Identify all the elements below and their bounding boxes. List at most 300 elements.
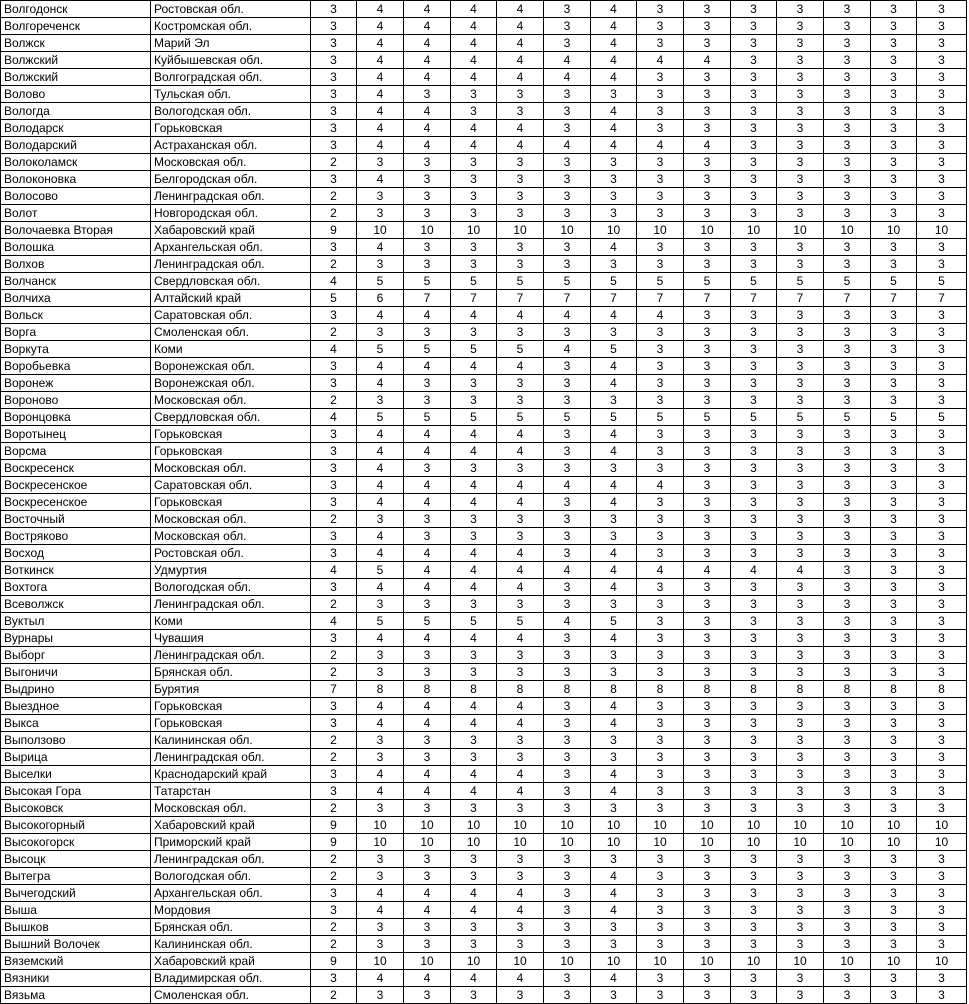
value-cell[interactable]: 3 — [311, 426, 357, 443]
value-cell[interactable]: 3 — [544, 511, 591, 528]
value-cell[interactable]: 3 — [731, 307, 777, 324]
value-cell[interactable]: 3 — [497, 851, 544, 868]
value-cell[interactable]: 3 — [544, 868, 591, 885]
value-cell[interactable]: 4 — [451, 902, 497, 919]
value-cell[interactable]: 3 — [917, 732, 967, 749]
value-cell[interactable]: 3 — [451, 171, 497, 188]
value-cell[interactable]: 4 — [591, 239, 637, 256]
value-cell[interactable]: 3 — [731, 749, 777, 766]
value-cell[interactable]: 4 — [404, 715, 451, 732]
value-cell[interactable]: 3 — [497, 647, 544, 664]
value-cell[interactable]: 3 — [637, 613, 684, 630]
value-cell[interactable]: 4 — [497, 18, 544, 35]
value-cell[interactable]: 5 — [591, 341, 637, 358]
value-cell[interactable]: 7 — [497, 290, 544, 307]
value-cell[interactable]: 3 — [544, 783, 591, 800]
value-cell[interactable]: 3 — [824, 545, 871, 562]
value-cell[interactable]: 3 — [871, 766, 917, 783]
city-cell[interactable]: Вологда — [1, 103, 151, 120]
value-cell[interactable]: 4 — [684, 562, 731, 579]
value-cell[interactable]: 3 — [777, 426, 824, 443]
value-cell[interactable]: 3 — [824, 494, 871, 511]
region-cell[interactable]: Московская обл. — [151, 528, 311, 545]
value-cell[interactable]: 3 — [917, 86, 967, 103]
value-cell[interactable]: 5 — [871, 273, 917, 290]
value-cell[interactable]: 3 — [871, 936, 917, 953]
city-cell[interactable]: Володарск — [1, 120, 151, 137]
value-cell[interactable]: 3 — [357, 596, 404, 613]
value-cell[interactable]: 3 — [824, 613, 871, 630]
region-cell[interactable]: Ростовская обл. — [151, 545, 311, 562]
value-cell[interactable]: 10 — [544, 834, 591, 851]
value-cell[interactable]: 2 — [311, 919, 357, 936]
value-cell[interactable]: 3 — [311, 494, 357, 511]
value-cell[interactable]: 3 — [637, 647, 684, 664]
value-cell[interactable]: 3 — [731, 205, 777, 222]
value-cell[interactable]: 3 — [451, 103, 497, 120]
value-cell[interactable]: 3 — [871, 970, 917, 987]
city-cell[interactable]: Вуктыл — [1, 613, 151, 630]
value-cell[interactable]: 3 — [824, 69, 871, 86]
value-cell[interactable]: 4 — [404, 477, 451, 494]
value-cell[interactable]: 3 — [684, 851, 731, 868]
value-cell[interactable]: 3 — [824, 630, 871, 647]
city-cell[interactable]: Высоковск — [1, 800, 151, 817]
value-cell[interactable]: 4 — [451, 120, 497, 137]
value-cell[interactable]: 7 — [591, 290, 637, 307]
region-cell[interactable]: Ленинградская обл. — [151, 749, 311, 766]
value-cell[interactable]: 5 — [404, 273, 451, 290]
city-cell[interactable]: Выездное — [1, 698, 151, 715]
value-cell[interactable]: 3 — [731, 239, 777, 256]
value-cell[interactable]: 5 — [357, 562, 404, 579]
region-cell[interactable]: Калининская обл. — [151, 732, 311, 749]
value-cell[interactable]: 3 — [871, 477, 917, 494]
value-cell[interactable]: 3 — [731, 392, 777, 409]
value-cell[interactable]: 3 — [777, 749, 824, 766]
city-cell[interactable]: Волжский — [1, 69, 151, 86]
value-cell[interactable]: 3 — [357, 647, 404, 664]
value-cell[interactable]: 3 — [917, 341, 967, 358]
value-cell[interactable]: 3 — [684, 528, 731, 545]
value-cell[interactable]: 5 — [404, 409, 451, 426]
value-cell[interactable]: 3 — [497, 800, 544, 817]
value-cell[interactable]: 3 — [777, 443, 824, 460]
value-cell[interactable]: 3 — [637, 698, 684, 715]
value-cell[interactable]: 3 — [871, 324, 917, 341]
value-cell[interactable]: 3 — [731, 256, 777, 273]
value-cell[interactable]: 3 — [731, 154, 777, 171]
region-cell[interactable]: Свердловская обл. — [151, 273, 311, 290]
value-cell[interactable]: 3 — [637, 205, 684, 222]
value-cell[interactable]: 3 — [404, 596, 451, 613]
value-cell[interactable]: 5 — [917, 273, 967, 290]
value-cell[interactable]: 4 — [637, 307, 684, 324]
value-cell[interactable]: 3 — [637, 1, 684, 18]
value-cell[interactable]: 4 — [637, 137, 684, 154]
value-cell[interactable]: 3 — [544, 171, 591, 188]
value-cell[interactable]: 10 — [917, 222, 967, 239]
value-cell[interactable]: 4 — [404, 103, 451, 120]
value-cell[interactable]: 3 — [824, 18, 871, 35]
value-cell[interactable]: 4 — [731, 562, 777, 579]
value-cell[interactable]: 3 — [544, 987, 591, 1004]
value-cell[interactable]: 4 — [591, 35, 637, 52]
value-cell[interactable]: 3 — [917, 902, 967, 919]
value-cell[interactable]: 3 — [544, 443, 591, 460]
value-cell[interactable]: 3 — [311, 120, 357, 137]
value-cell[interactable]: 5 — [777, 409, 824, 426]
value-cell[interactable]: 4 — [497, 52, 544, 69]
region-cell[interactable]: Московская обл. — [151, 511, 311, 528]
value-cell[interactable]: 3 — [777, 341, 824, 358]
value-cell[interactable]: 3 — [731, 630, 777, 647]
value-cell[interactable]: 3 — [824, 749, 871, 766]
value-cell[interactable]: 10 — [824, 817, 871, 834]
value-cell[interactable]: 4 — [591, 698, 637, 715]
value-cell[interactable]: 10 — [497, 222, 544, 239]
value-cell[interactable]: 4 — [311, 562, 357, 579]
value-cell[interactable]: 3 — [357, 324, 404, 341]
city-cell[interactable]: Волово — [1, 86, 151, 103]
value-cell[interactable]: 5 — [684, 409, 731, 426]
value-cell[interactable]: 3 — [684, 868, 731, 885]
value-cell[interactable]: 4 — [497, 477, 544, 494]
value-cell[interactable]: 3 — [684, 358, 731, 375]
value-cell[interactable]: 3 — [731, 120, 777, 137]
region-cell[interactable]: Удмуртия — [151, 562, 311, 579]
value-cell[interactable]: 3 — [917, 970, 967, 987]
value-cell[interactable]: 3 — [917, 698, 967, 715]
value-cell[interactable]: 3 — [637, 749, 684, 766]
value-cell[interactable]: 3 — [684, 171, 731, 188]
region-cell[interactable]: Архангельская обл. — [151, 239, 311, 256]
value-cell[interactable]: 3 — [451, 987, 497, 1004]
value-cell[interactable]: 5 — [497, 273, 544, 290]
value-cell[interactable]: 3 — [871, 392, 917, 409]
value-cell[interactable]: 10 — [684, 222, 731, 239]
city-cell[interactable]: Высокогорный — [1, 817, 151, 834]
value-cell[interactable]: 3 — [871, 137, 917, 154]
value-cell[interactable]: 10 — [824, 222, 871, 239]
value-cell[interactable]: 8 — [497, 681, 544, 698]
value-cell[interactable]: 3 — [731, 137, 777, 154]
value-cell[interactable]: 4 — [404, 902, 451, 919]
value-cell[interactable]: 10 — [451, 953, 497, 970]
value-cell[interactable]: 3 — [777, 324, 824, 341]
value-cell[interactable]: 3 — [777, 885, 824, 902]
value-cell[interactable]: 3 — [871, 545, 917, 562]
value-cell[interactable]: 3 — [684, 86, 731, 103]
value-cell[interactable]: 3 — [591, 86, 637, 103]
value-cell[interactable]: 10 — [917, 834, 967, 851]
value-cell[interactable]: 3 — [777, 511, 824, 528]
value-cell[interactable]: 2 — [311, 851, 357, 868]
city-cell[interactable]: Вороново — [1, 392, 151, 409]
value-cell[interactable]: 3 — [917, 477, 967, 494]
value-cell[interactable]: 3 — [544, 120, 591, 137]
value-cell[interactable]: 3 — [917, 528, 967, 545]
value-cell[interactable]: 3 — [497, 936, 544, 953]
city-cell[interactable]: Воробьевка — [1, 358, 151, 375]
value-cell[interactable]: 4 — [311, 409, 357, 426]
value-cell[interactable]: 3 — [637, 715, 684, 732]
value-cell[interactable]: 3 — [311, 970, 357, 987]
value-cell[interactable]: 3 — [684, 613, 731, 630]
value-cell[interactable]: 3 — [591, 647, 637, 664]
value-cell[interactable]: 3 — [824, 970, 871, 987]
value-cell[interactable]: 10 — [591, 834, 637, 851]
value-cell[interactable]: 3 — [684, 392, 731, 409]
value-cell[interactable]: 7 — [544, 290, 591, 307]
value-cell[interactable]: 4 — [451, 885, 497, 902]
value-cell[interactable]: 3 — [917, 851, 967, 868]
value-cell[interactable]: 3 — [404, 171, 451, 188]
region-cell[interactable]: Саратовская обл. — [151, 307, 311, 324]
value-cell[interactable]: 10 — [824, 953, 871, 970]
value-cell[interactable]: 3 — [637, 987, 684, 1004]
value-cell[interactable]: 3 — [404, 919, 451, 936]
value-cell[interactable]: 3 — [777, 613, 824, 630]
value-cell[interactable]: 4 — [404, 494, 451, 511]
value-cell[interactable]: 4 — [497, 562, 544, 579]
value-cell[interactable]: 4 — [451, 545, 497, 562]
value-cell[interactable]: 9 — [311, 817, 357, 834]
value-cell[interactable]: 4 — [451, 494, 497, 511]
value-cell[interactable]: 3 — [871, 630, 917, 647]
value-cell[interactable]: 2 — [311, 596, 357, 613]
value-cell[interactable]: 3 — [731, 545, 777, 562]
value-cell[interactable]: 4 — [357, 579, 404, 596]
value-cell[interactable]: 4 — [684, 52, 731, 69]
value-cell[interactable]: 3 — [777, 477, 824, 494]
value-cell[interactable]: 10 — [731, 222, 777, 239]
region-cell[interactable]: Бурятия — [151, 681, 311, 698]
value-cell[interactable]: 3 — [357, 256, 404, 273]
value-cell[interactable]: 5 — [497, 341, 544, 358]
value-cell[interactable]: 7 — [777, 290, 824, 307]
value-cell[interactable]: 3 — [544, 375, 591, 392]
region-cell[interactable]: Алтайский край — [151, 290, 311, 307]
value-cell[interactable]: 2 — [311, 936, 357, 953]
value-cell[interactable]: 4 — [544, 477, 591, 494]
value-cell[interactable]: 4 — [591, 120, 637, 137]
value-cell[interactable]: 5 — [451, 273, 497, 290]
value-cell[interactable]: 3 — [544, 256, 591, 273]
value-cell[interactable]: 2 — [311, 647, 357, 664]
region-cell[interactable]: Ленинградская обл. — [151, 256, 311, 273]
value-cell[interactable]: 3 — [871, 800, 917, 817]
city-cell[interactable]: Воскресенское — [1, 494, 151, 511]
value-cell[interactable]: 3 — [684, 477, 731, 494]
value-cell[interactable]: 4 — [357, 528, 404, 545]
value-cell[interactable]: 3 — [871, 171, 917, 188]
city-cell[interactable]: Володарский — [1, 137, 151, 154]
city-cell[interactable]: Волчиха — [1, 290, 151, 307]
value-cell[interactable]: 3 — [684, 783, 731, 800]
value-cell[interactable]: 7 — [917, 290, 967, 307]
value-cell[interactable]: 4 — [357, 460, 404, 477]
value-cell[interactable]: 3 — [451, 936, 497, 953]
value-cell[interactable]: 3 — [311, 137, 357, 154]
value-cell[interactable]: 5 — [591, 613, 637, 630]
value-cell[interactable]: 4 — [357, 86, 404, 103]
value-cell[interactable]: 4 — [497, 783, 544, 800]
value-cell[interactable]: 3 — [731, 613, 777, 630]
city-cell[interactable]: Всеволжск — [1, 596, 151, 613]
value-cell[interactable]: 3 — [824, 103, 871, 120]
city-cell[interactable]: Волоконовка — [1, 171, 151, 188]
value-cell[interactable]: 4 — [591, 715, 637, 732]
value-cell[interactable]: 3 — [917, 358, 967, 375]
region-cell[interactable]: Ленинградская обл. — [151, 188, 311, 205]
value-cell[interactable]: 3 — [451, 919, 497, 936]
value-cell[interactable]: 4 — [404, 35, 451, 52]
value-cell[interactable]: 3 — [917, 885, 967, 902]
value-cell[interactable]: 3 — [731, 783, 777, 800]
value-cell[interactable]: 4 — [591, 868, 637, 885]
value-cell[interactable]: 3 — [777, 970, 824, 987]
value-cell[interactable]: 3 — [637, 154, 684, 171]
value-cell[interactable]: 3 — [731, 936, 777, 953]
value-cell[interactable]: 4 — [451, 579, 497, 596]
value-cell[interactable]: 3 — [637, 103, 684, 120]
region-cell[interactable]: Приморский край — [151, 834, 311, 851]
value-cell[interactable]: 3 — [871, 494, 917, 511]
value-cell[interactable]: 3 — [917, 426, 967, 443]
value-cell[interactable]: 3 — [824, 919, 871, 936]
value-cell[interactable]: 3 — [824, 1, 871, 18]
value-cell[interactable]: 4 — [591, 69, 637, 86]
value-cell[interactable]: 10 — [404, 817, 451, 834]
value-cell[interactable]: 3 — [777, 188, 824, 205]
value-cell[interactable]: 3 — [731, 103, 777, 120]
value-cell[interactable]: 6 — [357, 290, 404, 307]
value-cell[interactable]: 3 — [731, 766, 777, 783]
value-cell[interactable]: 4 — [544, 307, 591, 324]
value-cell[interactable]: 5 — [404, 341, 451, 358]
value-cell[interactable]: 4 — [357, 630, 404, 647]
value-cell[interactable]: 3 — [871, 613, 917, 630]
value-cell[interactable]: 3 — [731, 375, 777, 392]
value-cell[interactable]: 4 — [404, 307, 451, 324]
value-cell[interactable]: 3 — [451, 664, 497, 681]
value-cell[interactable]: 4 — [404, 120, 451, 137]
value-cell[interactable]: 3 — [544, 970, 591, 987]
value-cell[interactable]: 3 — [731, 732, 777, 749]
value-cell[interactable]: 3 — [917, 630, 967, 647]
city-cell[interactable]: Выша — [1, 902, 151, 919]
value-cell[interactable]: 4 — [591, 885, 637, 902]
value-cell[interactable]: 2 — [311, 868, 357, 885]
value-cell[interactable]: 3 — [311, 69, 357, 86]
value-cell[interactable]: 5 — [357, 409, 404, 426]
value-cell[interactable]: 10 — [871, 222, 917, 239]
value-cell[interactable]: 3 — [591, 392, 637, 409]
value-cell[interactable]: 3 — [777, 392, 824, 409]
value-cell[interactable]: 10 — [731, 817, 777, 834]
value-cell[interactable]: 3 — [871, 647, 917, 664]
value-cell[interactable]: 3 — [311, 86, 357, 103]
value-cell[interactable]: 3 — [451, 239, 497, 256]
value-cell[interactable]: 4 — [497, 579, 544, 596]
city-cell[interactable]: Выдрино — [1, 681, 151, 698]
value-cell[interactable]: 3 — [544, 239, 591, 256]
value-cell[interactable]: 3 — [591, 664, 637, 681]
city-cell[interactable]: Вяземский — [1, 953, 151, 970]
value-cell[interactable]: 10 — [637, 817, 684, 834]
region-cell[interactable]: Архангельская обл. — [151, 885, 311, 902]
value-cell[interactable]: 3 — [357, 154, 404, 171]
value-cell[interactable]: 4 — [591, 1, 637, 18]
value-cell[interactable]: 3 — [871, 120, 917, 137]
region-cell[interactable]: Московская обл. — [151, 392, 311, 409]
value-cell[interactable]: 10 — [637, 834, 684, 851]
value-cell[interactable]: 3 — [824, 528, 871, 545]
value-cell[interactable]: 3 — [684, 766, 731, 783]
city-cell[interactable]: Ворсма — [1, 443, 151, 460]
value-cell[interactable]: 3 — [731, 664, 777, 681]
value-cell[interactable]: 3 — [824, 120, 871, 137]
value-cell[interactable]: 4 — [357, 103, 404, 120]
value-cell[interactable]: 3 — [637, 443, 684, 460]
value-cell[interactable]: 4 — [451, 69, 497, 86]
value-cell[interactable]: 8 — [871, 681, 917, 698]
value-cell[interactable]: 3 — [917, 766, 967, 783]
value-cell[interactable]: 10 — [404, 953, 451, 970]
value-cell[interactable]: 3 — [404, 732, 451, 749]
value-cell[interactable]: 3 — [404, 324, 451, 341]
value-cell[interactable]: 3 — [497, 528, 544, 545]
value-cell[interactable]: 4 — [591, 766, 637, 783]
value-cell[interactable]: 4 — [357, 494, 404, 511]
value-cell[interactable]: 3 — [591, 528, 637, 545]
value-cell[interactable]: 3 — [497, 86, 544, 103]
value-cell[interactable]: 7 — [451, 290, 497, 307]
value-cell[interactable]: 3 — [917, 307, 967, 324]
value-cell[interactable]: 3 — [777, 596, 824, 613]
value-cell[interactable]: 3 — [497, 103, 544, 120]
value-cell[interactable]: 3 — [684, 800, 731, 817]
value-cell[interactable]: 3 — [404, 205, 451, 222]
city-cell[interactable]: Волчанск — [1, 273, 151, 290]
value-cell[interactable]: 4 — [451, 562, 497, 579]
region-cell[interactable]: Вологодская обл. — [151, 868, 311, 885]
value-cell[interactable]: 3 — [684, 460, 731, 477]
value-cell[interactable]: 4 — [591, 52, 637, 69]
value-cell[interactable]: 3 — [637, 358, 684, 375]
region-cell[interactable]: Московская обл. — [151, 154, 311, 171]
value-cell[interactable]: 3 — [777, 647, 824, 664]
value-cell[interactable]: 4 — [637, 52, 684, 69]
city-cell[interactable]: Вышков — [1, 919, 151, 936]
value-cell[interactable]: 10 — [917, 953, 967, 970]
value-cell[interactable]: 3 — [917, 511, 967, 528]
value-cell[interactable]: 4 — [357, 477, 404, 494]
region-cell[interactable]: Горьковская — [151, 715, 311, 732]
value-cell[interactable]: 3 — [451, 596, 497, 613]
value-cell[interactable]: 3 — [871, 987, 917, 1004]
value-cell[interactable]: 10 — [871, 834, 917, 851]
value-cell[interactable]: 4 — [357, 307, 404, 324]
value-cell[interactable]: 3 — [917, 800, 967, 817]
value-cell[interactable]: 3 — [451, 749, 497, 766]
region-cell[interactable]: Астраханская обл. — [151, 137, 311, 154]
value-cell[interactable]: 3 — [731, 188, 777, 205]
value-cell[interactable]: 3 — [544, 596, 591, 613]
city-cell[interactable]: Волжск — [1, 35, 151, 52]
value-cell[interactable]: 3 — [731, 511, 777, 528]
